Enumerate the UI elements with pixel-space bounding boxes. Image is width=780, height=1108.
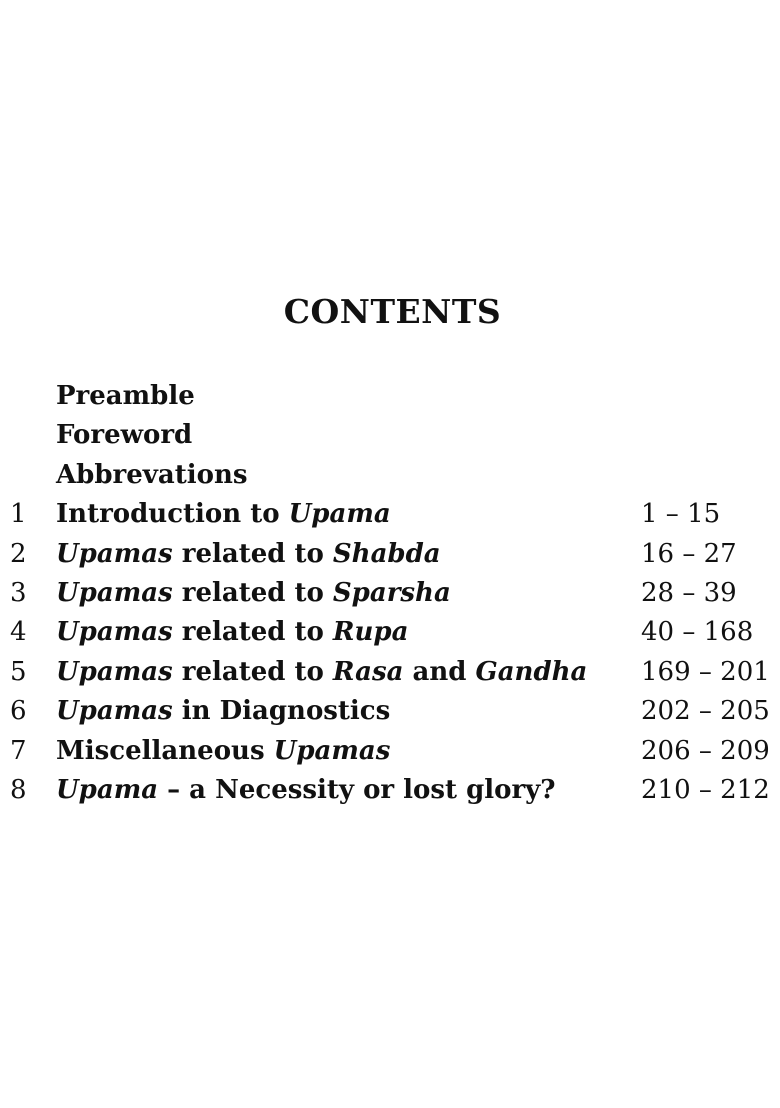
page-range: 169 – 201	[641, 656, 770, 687]
chapter-number: 5	[10, 656, 27, 687]
chapter-title-part: Gandha	[475, 656, 588, 687]
chapter-title-part: Abbrevations	[56, 459, 248, 490]
chapter-title-part: related to	[172, 656, 333, 687]
toc-entry	[0, 495, 780, 534]
chapter-title	[56, 456, 248, 495]
toc-entry	[0, 574, 780, 613]
page-range: 28 – 39	[641, 577, 737, 608]
chapter-title-part: Preamble	[56, 381, 195, 411]
chapter-title-part: Shabda	[332, 538, 441, 569]
chapter-title-part: Rupa	[332, 617, 409, 648]
chapter-title-part: related to	[172, 577, 333, 608]
toc-entry	[0, 377, 780, 416]
chapter-title-part: Upamas	[56, 538, 173, 569]
chapter-title	[56, 653, 587, 692]
toc-entry	[0, 535, 780, 574]
chapter-title-part: Miscellaneous	[56, 735, 274, 766]
page-range: 206 – 209	[641, 735, 770, 766]
chapter-title	[56, 416, 192, 455]
toc-entry	[0, 613, 780, 652]
toc-entry	[0, 456, 780, 495]
page-range: 1 – 15	[641, 499, 721, 530]
chapter-title-part: Sparsha	[332, 577, 451, 608]
chapter-title-part: related to	[172, 617, 333, 648]
chapter-number: 2	[10, 538, 27, 569]
chapter-number: 1	[10, 499, 27, 530]
toc-entry	[0, 416, 780, 455]
chapter-title-part: Upamas	[56, 696, 173, 727]
page-range: 40 – 168	[641, 617, 754, 648]
chapter-title	[56, 771, 556, 810]
chapter-title-part: Upamas	[56, 577, 173, 608]
chapter-number: 7	[10, 735, 27, 766]
chapter-title-part: Upama	[56, 774, 159, 805]
chapter-title-part: Foreword	[56, 420, 193, 451]
chapter-title-part: Rasa	[332, 656, 404, 687]
chapter-number: 3	[10, 577, 27, 608]
toc-entry	[0, 732, 780, 771]
toc-entry	[0, 771, 780, 810]
chapter-title	[56, 613, 408, 652]
chapter-title	[56, 535, 441, 574]
chapter-title	[56, 732, 390, 771]
chapter-title	[56, 377, 195, 416]
chapter-title-part: – a Necessity or lost glory?	[158, 774, 556, 805]
chapter-title-part: Upamas	[56, 656, 173, 687]
chapter-title	[56, 692, 390, 731]
chapter-title	[56, 495, 391, 534]
chapter-title-part: in Diagnostics	[172, 696, 391, 727]
toc-entry	[0, 653, 780, 692]
page-title: CONTENTS	[283, 292, 502, 331]
page-range: 202 – 205	[641, 696, 770, 727]
table-of-contents	[0, 377, 780, 810]
page-range: 16 – 27	[641, 538, 737, 569]
chapter-title-part: Upama	[288, 499, 391, 530]
page-range: 210 – 212	[641, 774, 770, 805]
chapter-number: 6	[10, 696, 27, 727]
chapter-number: 8	[10, 774, 27, 805]
chapter-title-part: and	[403, 656, 476, 687]
chapter-title-part: Upamas	[273, 735, 391, 766]
chapter-title-part: Upamas	[56, 617, 173, 648]
chapter-title	[56, 574, 451, 613]
chapter-title-part: Introduction to	[56, 499, 289, 530]
chapter-number: 4	[10, 617, 27, 648]
toc-entry	[0, 692, 780, 731]
chapter-title-part: related to	[172, 538, 333, 569]
